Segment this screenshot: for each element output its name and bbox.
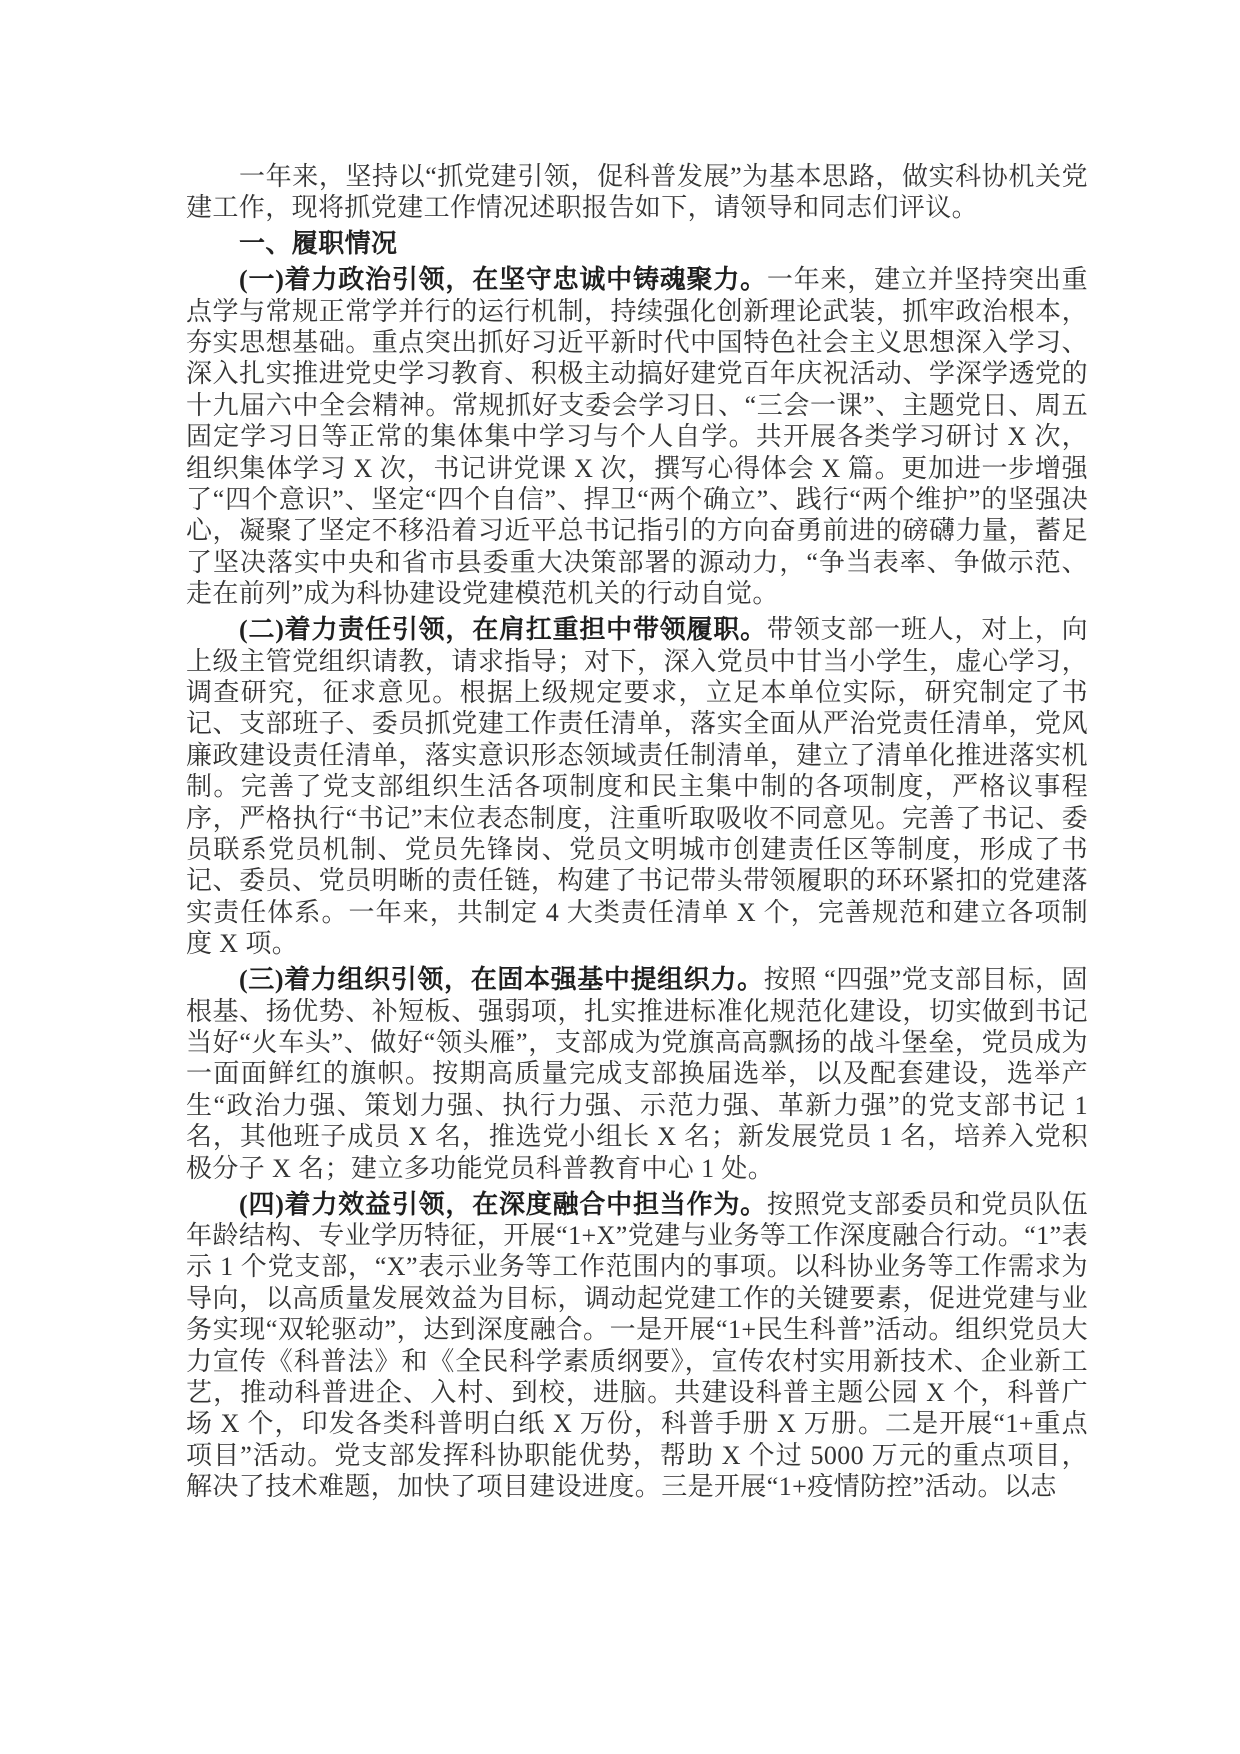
paragraph-organization-leading-body: 按照 “四强”党支部目标，固根基、扬优势、补短板、强弱项，扎实推进标准化规范化建设，切实做到书记当好“火车头”、做好“领头雁”，支部成为党旗高高飘扬的战斗堡垒，党员成为一面面鲜红的旗帜。按期高质量完成支部换届选举，以及配套建设，选举产生“政治力强、策划力强、执行力强、示范力强、革新力强”的党支部书记 1 名，其他班子成员 X 名，推选党小组长 X 名；新发展党员 1 名，培养入党积极分子 X 名；建立多功能党员科普教育中心 1 处。: [186, 965, 1088, 1183]
paragraph-responsibility-leading: [186, 614, 1088, 959]
section-heading: [186, 228, 1088, 259]
paragraph-benefit-leading-lead: (四)着力效益引领，在深度融合中担当作为。: [239, 1189, 767, 1219]
paragraph-benefit-leading-body: 按照党支部委员和党员队伍年龄结构、专业学历特征，开展“1+X”党建与业务等工作深度融合行动。“1”表示 1 个党支部，“X”表示业务等工作范围内的事项。以科协业务等工作需求为导向，以高质量发展效益为目标，调动起党建工作的关键要素，促进党建与业务实现“双轮驱动”，达到深度融合。一是开展“1+民生科普”活动。组织党员大力宣传《科普法》和《全民科学素质纲要》，宣传农村实用新技术、企业新工艺，推动科普进企、入村、到校，进脑。共建设科普主题公园 X 个，科普广场 X 个，印发各类科普明白纸 X 万份，科普手册 X 万册。二是开展“1+重点项目”活动。党支部发挥科协职能优势，帮助 X 个过 5000 万元的重点项目，解决了技术难题，加快了项目建设进度。三是开展“1+疫情防控”活动。以志: [186, 1189, 1088, 1502]
section-heading-text: 一、履职情况: [239, 229, 398, 259]
paragraph-benefit-leading: [186, 1189, 1088, 1503]
paragraph-political-leading-lead: (一)着力政治引领，在坚守忠诚中铸魂聚力。: [239, 265, 767, 295]
intro-paragraph-text: 一年来，坚持以“抓党建引领，促科普发展”为基本思路，做实科协机关党建工作，现将抓党建工作情况述职报告如下，请领导和同志们评议。: [186, 162, 1088, 223]
paragraph-political-leading: [186, 264, 1088, 609]
paragraph-political-leading-body: 一年来，建立并坚持突出重点学与常规正常学并行的运行机制，持续强化创新理论武装，抓牢政治根本，夯实思想基础。重点突出抓好习近平新时代中国特色社会主义思想深入学习、深入扎实推进党史学习教育、积极主动搞好建党百年庆祝活动、学深学透党的十九届六中全会精神。常规抓好支委会学习日、“三会一课”、主题党日、周五固定学习日等正常的集体集中学习与个人自学。共开展各类学习研讨 X 次，组织集体学习 X 次，书记讲党课 X 次，撰写心得体会 X 篇。更加进一步增强了“四个意识”、坚定“四个自信”、捍卫“两个确立”、践行“两个维护”的坚强决心，凝聚了坚定不移沿着习近平总书记指引的方向奋勇前进的磅礴力量，蓄足了坚决落实中央和省市县委重大决策部署的源动力，“争当表率、争做示范、走在前列”成为科协建设党建模范机关的行动自觉。: [186, 265, 1088, 609]
paragraph-responsibility-leading-body: 带领支部一班人，对上，向上级主管党组织请教，请求指导；对下，深入党员中甘当小学生，虚心学习，调查研究，征求意见。根据上级规定要求，立足本单位实际，研究制定了书记、支部班子、委员抓党建工作责任清单，落实全面从严治党责任清单，党风廉政建设责任清单，落实意识形态领域责任制清单，建立了清单化推进落实机制。完善了党支部组织生活各项制度和民主集中制的各项制度，严格议事程序，严格执行“书记”末位表态制度，注重听取吸收不同意见。完善了书记、委员联系党员机制、党员先锋岗、党员文明城市创建责任区等制度，形成了书记、委员、党员明晰的责任链，构建了书记带头带领履职的环环紧扣的党建落实责任体系。一年来，共制定 4 大类责任清单 X 个，完善规范和建立各项制度 X 项。: [186, 615, 1088, 959]
document-text-area: [186, 161, 1088, 1507]
paragraph-organization-leading: [186, 964, 1088, 1184]
paragraph-responsibility-leading-lead: (二)着力责任引领，在肩扛重担中带领履职。: [239, 615, 767, 645]
paragraph-organization-leading-lead: (三)着力组织引领，在固本强基中提组织力。: [239, 965, 764, 995]
intro-paragraph: [186, 161, 1088, 224]
